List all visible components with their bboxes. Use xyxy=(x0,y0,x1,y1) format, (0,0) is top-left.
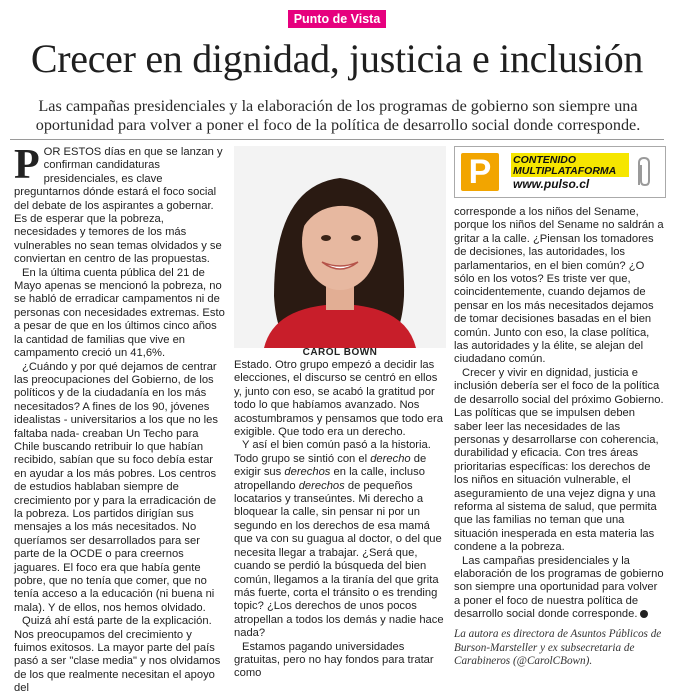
photo-caption: CAROL BOWN xyxy=(302,347,378,358)
paragraph-3: ¿Cuándo y por qué dejamos de centrar las preocupaciones del Gobierno, de los políticos y de la ciudadanía en los más necesitados? A fines de los 90, jóvenes idealistas - universitarios a los que no les faltaba nada- creaban Un Techo para Chile buscando retribuir lo que habían recibido, sabían que su foco debía estar en ayudar a los más pobres. Los centros de estudios hablaban siempre de crecimiento por y para la erradicación de la pobreza. Los partidos dirigían sus mensajes a los más necesitados. No queríamos ser desarrollados para ser parte de la OCDE o para creernos jaguares. El foco era que había gente pobre, que no tenía que comer, que no tenía acceso a la educación (ni buena ni mala). Y de ellos, nos hemos olvidado. xyxy=(14,360,218,614)
paragraph-1 xyxy=(14,142,226,267)
promo-label xyxy=(513,155,616,177)
paragraph-1-text: OR ESTOS días en que se lanzan y confirman candidaturas presidenciales, es clave preguntarnos dónde estará el foco social del debate de los aspirantes a gobernar. Es de esperar que la pobreza, necesidades y temores de los más vulnerables no sean temas olvidados y se conviertan en centro de las propuestas. xyxy=(14,146,223,266)
multiplatform-promo[interactable] xyxy=(454,146,666,198)
end-mark-icon xyxy=(640,610,648,618)
paragraph-7: Estamos pagando universidades gratuitas, pero no hay fondos para tratar como xyxy=(234,640,434,680)
paragraph-8: corresponde a los niños del Sename, porque los niños del Sename no saldrán a gritar a la calle. ¿Piensan los tomadores de decisiones, las autoridades, los parlamentarios, en el bien común? ¿O sólo en los votos? Es triste ver que, coincidentemente, cuando dejamos de pensar en los más necesitados dejamos de tomar decisiones basadas en el bien común. Junto con eso, la clase política, las autoridades y la élite, se alejan del ciudadano común. xyxy=(454,206,664,366)
promo-label-line1: CONTENIDO xyxy=(513,154,576,166)
text-run: en la calle, incluso atropellando xyxy=(234,466,425,492)
paragraph-2: En la última cuenta pública del 21 de Mayo apenas se mencionó la pobreza, no se habló de erradicar campamentos ni de personas con necesidades extremas. Esto a pesar de que en los últimos cinco años la cantidad de familias que vive en campamento creció un 41,6%. xyxy=(14,266,225,360)
text-run: Y así el bien común pasó a la historia. Todo grupo se sintió con el xyxy=(234,439,431,465)
portrait-illustration xyxy=(234,146,446,348)
text-run: de pequeños locatarios y transeúntes. Mi derecho a bloquear la calle, sin pensar ni por un segundo en los derechos de esa mamá que va con su guagua al doctor, o del que necesita llegar a trabajar. ¿Será que, cuando se perdió la búsqueda del bien común, llegamos a la tiranía del que grita más fuerte, corta el tránsito o es trending topic? ¿Los derechos de unos pocos atropellan a todos los demás y nadie hace nada? xyxy=(234,479,444,640)
column-1 xyxy=(14,142,226,696)
text-run: de exigir sus xyxy=(234,452,427,479)
section-kicker xyxy=(0,10,674,28)
emphasis: derechos xyxy=(284,466,331,479)
section-label: Punto de Vista xyxy=(288,10,387,28)
drop-cap: P xyxy=(14,142,40,188)
paragraph-4: Quizá ahí está parte de la explicación. Nos preocupamos del crecimiento y fuimos exitosos. La mayor parte del país pasó a ser "clase media" y nos olvidamos de los que realmente necesitan el apoyo del xyxy=(14,615,221,695)
top-divider xyxy=(10,139,664,140)
paragraph-5: Estado. Otro grupo empezó a decidir las elecciones, el discurso se centró en ellos y, junto con eso, se acabó la gratitud por todo lo que habíamos avanzado. Nos acostumbramos y pensamos que todo era exigible. Que todo era un derecho. xyxy=(234,359,443,439)
author-photo xyxy=(234,146,446,348)
paragraph-6 xyxy=(234,439,446,640)
column-2 xyxy=(234,359,446,681)
pulso-logo-icon: P xyxy=(461,153,499,191)
emphasis: derecho xyxy=(370,452,411,465)
author-bio: La autora es directora de Asuntos Públicos de Burson-Marsteller y ex subsecretaria de Carabineros (@CarolCBown). xyxy=(454,628,662,667)
promo-label-line2: MULTIPLATAFORMA xyxy=(513,165,617,177)
emphasis: derechos xyxy=(298,479,345,492)
deck: Las campañas presidenciales y la elaboración de los programas de gobierno son siempre una oportunidad para volver a poner el foco de la política de desarrollo social donde corresponde. xyxy=(35,97,641,134)
column-3 xyxy=(454,206,666,622)
paperclip-icon xyxy=(631,155,657,189)
headline: Crecer en dignidad, justicia e inclusión xyxy=(30,36,644,81)
paragraph-9: Crecer y vivir en dignidad, justicia e inclusión debería ser el foco de la política de desarrollo social del próximo Gobierno. Las políticas que se impulsen deben saber leer las necesidades de las personas y desarrollarse con coherencia, durabilidad y eficacia. Con tres áreas prioritarias específicas: los derechos de los niños en situación vulnerable, el aseguramiento de una vejez digna y una reforma al sistema de salud, que permita que las familias no teman que una situación inesperada en esta materia las condene a la pobreza. xyxy=(454,366,664,554)
promo-url-link[interactable]: www.pulso.cl xyxy=(513,177,590,191)
paragraph-10 xyxy=(454,555,666,622)
closing-text: Las campañas presidenciales y la elaboración de los programas de gobierno son siempre una oportunidad para volver a poner el foco de nuestra política de desarrollo social donde corresponde. xyxy=(454,554,664,621)
